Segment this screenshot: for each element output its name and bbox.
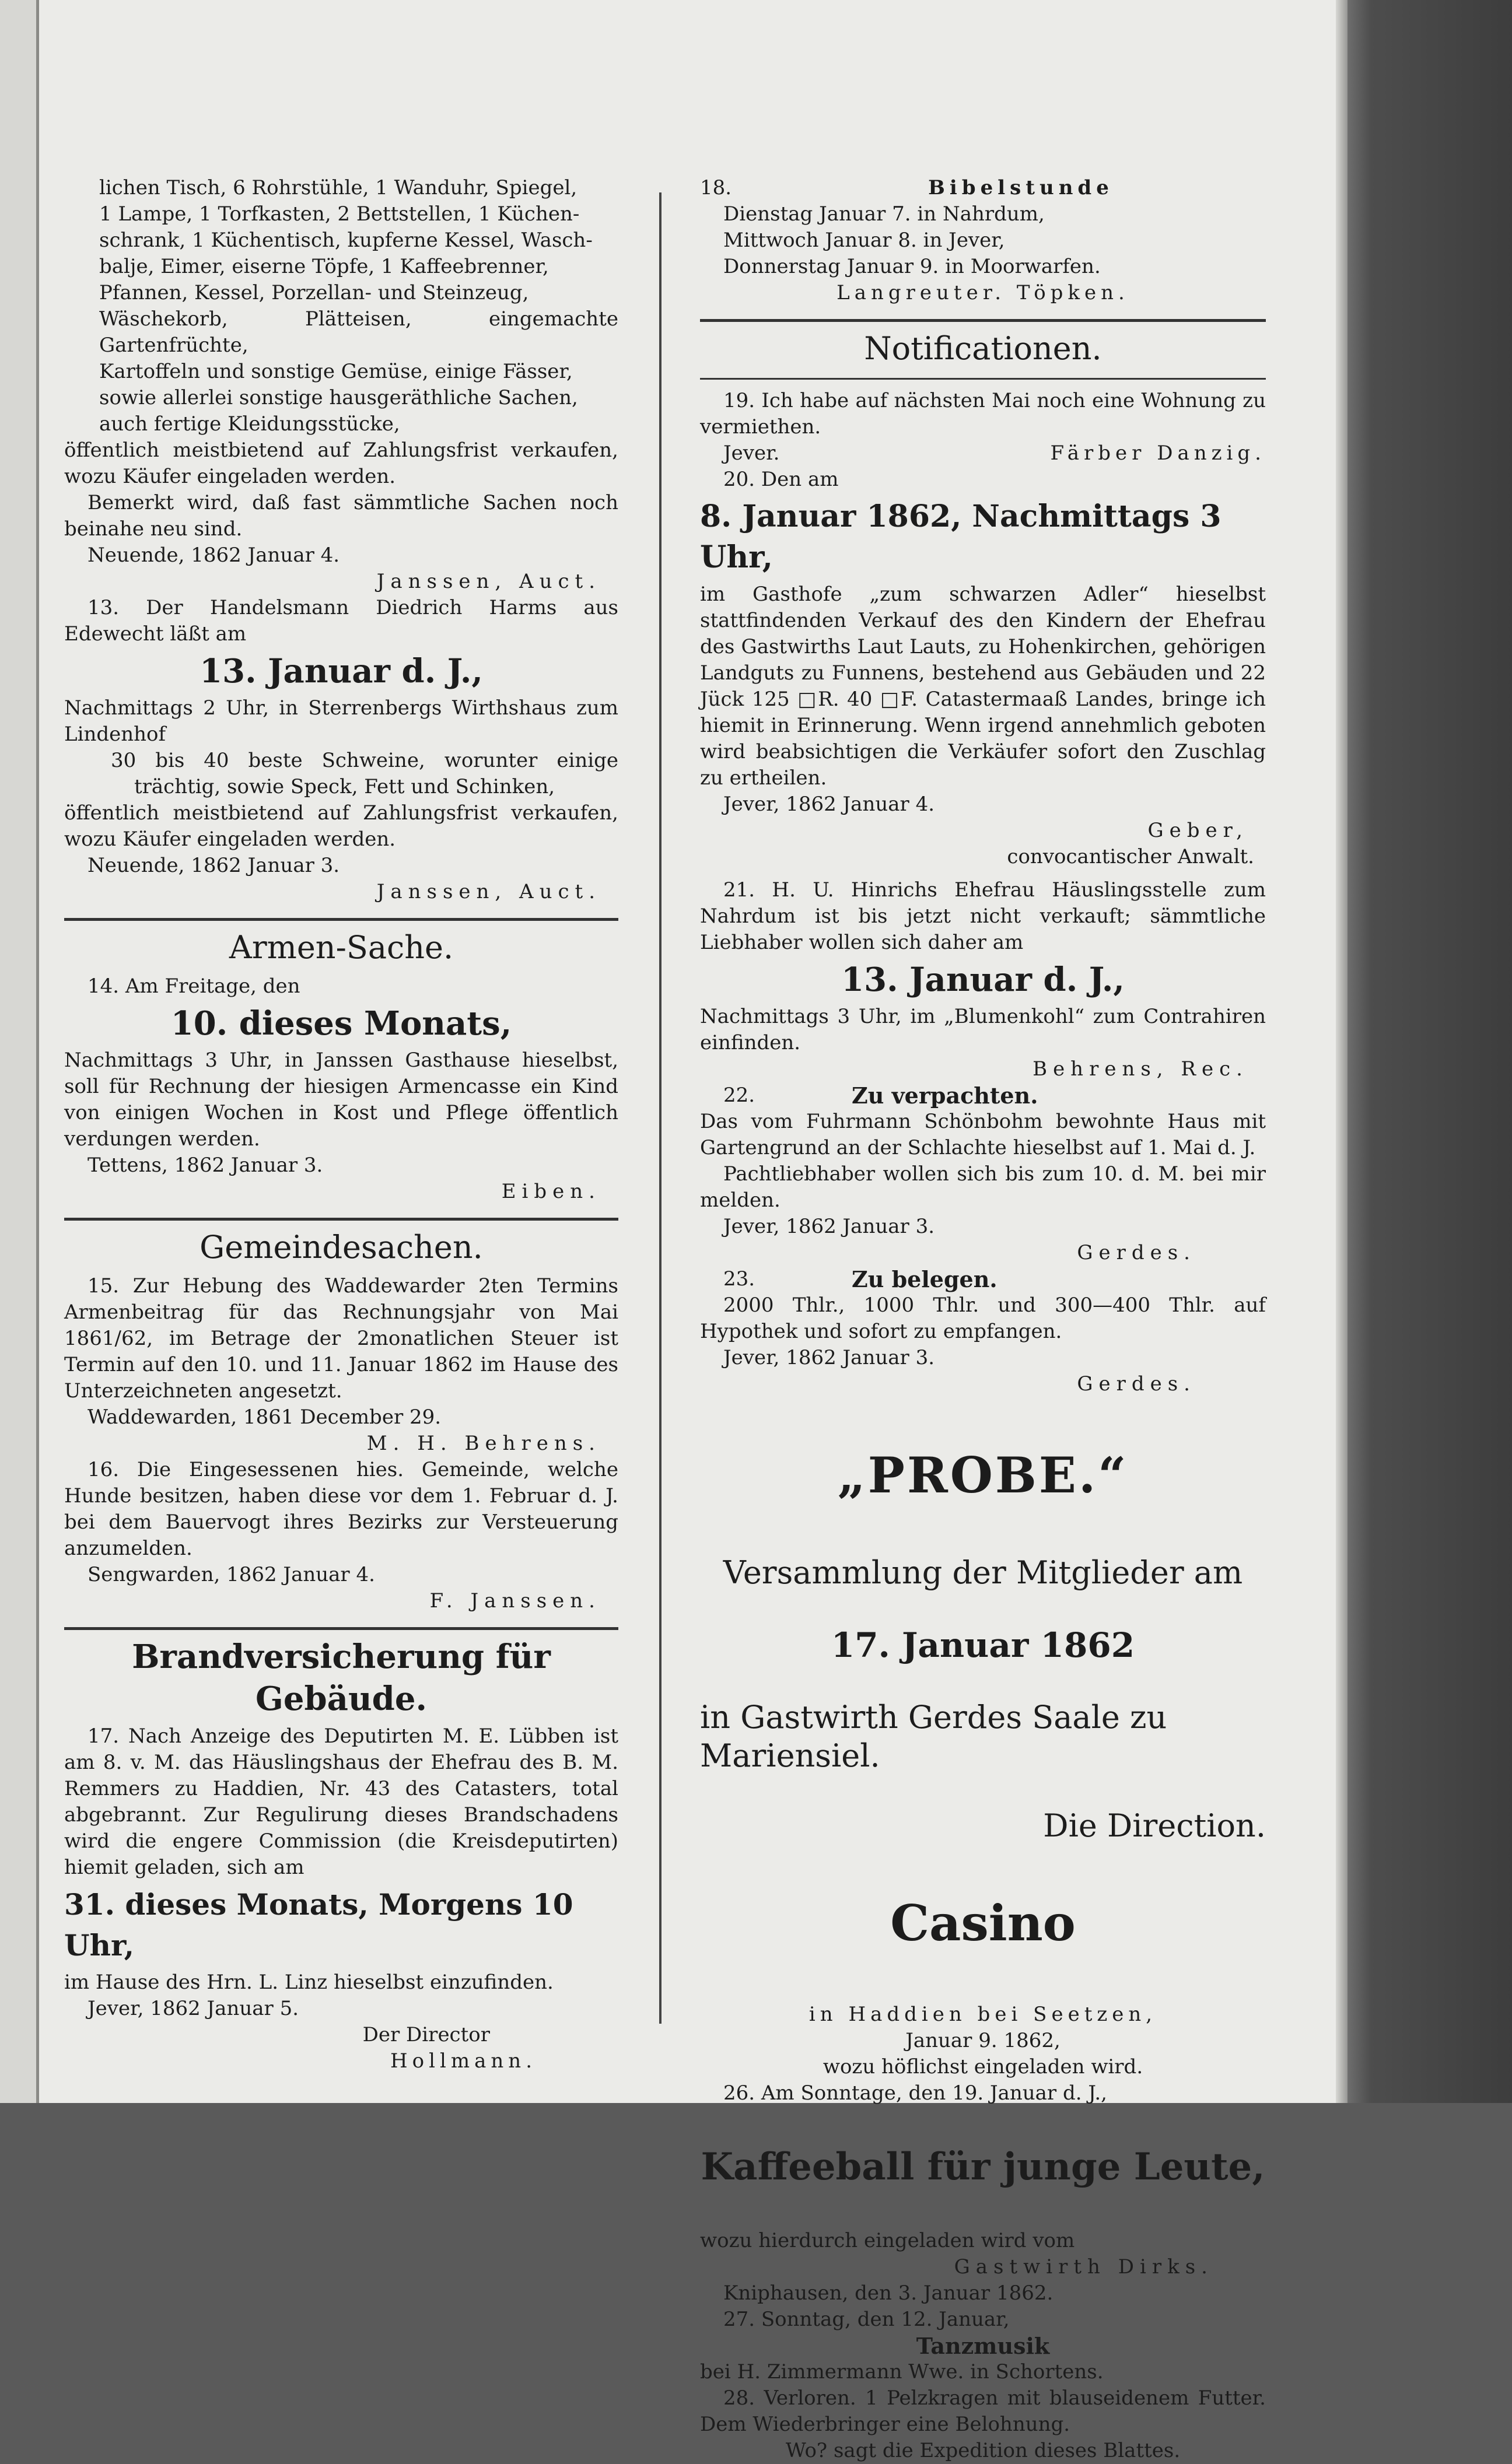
notice-text: 19. Ich habe auf nächsten Mai noch eine Wohnung zu vermiethen. xyxy=(700,389,1266,439)
right-column xyxy=(700,175,1266,2464)
notice-text: 2000 Thlr., 1000 Thlr. und 300—400 Thlr. auf Hypothek und sofort zu empfangen. xyxy=(700,1294,1266,1343)
notice-text: 17. Nach Anzeige des Deputirten M. E. Lübben ist am 8. v. M. das Häuslingshaus der Ehefrau des B. M. Remmers zu Haddien, Nr. 43 des Catasters, total abgebrannt. Zur Regulirung dieses Brandschadens wird die engere Commission (die Kreisdeputirten) hiemit geladen, sich am xyxy=(64,1725,618,1879)
notice-signature: Eiben. xyxy=(501,1180,601,1203)
notice-place-date: Jever, 1862 Januar 3. xyxy=(723,1346,935,1369)
notice-text: öffentlich meistbietend auf Zahlungsfrist verkaufen, wozu Käufer eingeladen werden. xyxy=(64,801,618,851)
notice-place-date: Sengwarden, 1862 Januar 4. xyxy=(88,1563,375,1586)
notice-signature: Behrens, Rec. xyxy=(1032,1057,1248,1081)
notice-text: 30 bis 40 beste Schweine, worunter einige trächtig, sowie Speck, Fett und Schinken, xyxy=(111,749,618,798)
notice-signature: Gerdes. xyxy=(1077,1241,1196,1264)
notice-text: 26. Am Sonntage, den 19. Januar d. J., xyxy=(723,2081,1107,2105)
notice-date-heading: 8. Januar 1862, Nachmittags 3 Uhr, xyxy=(700,499,1222,575)
section-rule xyxy=(64,918,618,921)
section-rule xyxy=(64,1218,618,1221)
notice-signature: M. H. Behrens. xyxy=(366,1432,601,1455)
notice-text: bei H. Zimmermann Wwe. in Schortens. xyxy=(700,2360,1104,2384)
casino-line: Januar 9. 1862, xyxy=(905,2029,1060,2052)
notice-signature: Gastwirth Dirks. xyxy=(954,2255,1213,2279)
notice-number: 22. xyxy=(723,1084,755,1107)
section-heading: Gemeindesachen. xyxy=(200,1229,483,1266)
notice-place-date: Waddewarden, 1861 December 29. xyxy=(88,1406,442,1429)
item-line: auch fertige Kleidungsstücke, xyxy=(99,412,400,436)
notice-signature: F. Janssen. xyxy=(429,1589,601,1613)
notice-text: Nachmittags 3 Uhr, in Janssen Gasthause hieselbst, soll für Rechnung der hiesigen Armencasse ein Kind von einigen Wochen in Kost und Pflege öffentlich verdungen werden. xyxy=(64,1049,618,1151)
section-rule xyxy=(64,1627,618,1630)
notice-text: öffentlich meistbietend auf Zahlungsfrist verkaufen, wozu Käufer eingeladen werden. xyxy=(64,439,618,488)
item-line: Kartoffeln und sonstige Gemüse, einige Fässer, xyxy=(99,360,573,383)
item-line: sowie allerlei sonstige hausgeräthliche Sachen, xyxy=(99,386,578,409)
item-line: balje, Eimer, eiserne Töpfe, 1 Kaffeebrenner, xyxy=(99,255,549,278)
notice-place-date: Neuende, 1862 Januar 3. xyxy=(88,854,340,877)
notice-title: Zu verpachten. xyxy=(852,1082,1038,1109)
notice-signature: Geber, xyxy=(1147,819,1248,842)
item-line: schrank, 1 Küchentisch, kupferne Kessel, Wasch- xyxy=(99,229,593,252)
section-heading: Armen-Sache. xyxy=(229,929,454,966)
notice-place-date: Tettens, 1862 Januar 3. xyxy=(88,1154,323,1177)
notice-place-date: Jever, 1862 Januar 3. xyxy=(723,1215,935,1238)
schedule-line: Dienstag Januar 7. in Nahrdum, xyxy=(723,202,1045,226)
notice-date-heading: 13. Januar d. J., xyxy=(841,961,1125,999)
notice-text: 20. Den am xyxy=(723,468,839,491)
notice-text: 21. H. U. Hinrichs Ehefrau Häuslingsstelle zum Nahrdum ist bis jetzt nicht verkauft; sämmtliche Liebhaber wollen sich daher am xyxy=(700,878,1266,954)
column-divider xyxy=(659,192,662,2024)
notice-signature: Langreuter. Töpken. xyxy=(836,281,1129,304)
notice-title: Bibelstunde xyxy=(928,176,1114,199)
casino-line: wozu höflichst eingeladen wird. xyxy=(822,2055,1143,2079)
probe-date: 17. Januar 1862 xyxy=(831,1625,1135,1665)
notice-text: Bemerkt wird, daß fast sämmtliche Sachen noch beinahe neu sind. xyxy=(64,491,618,541)
notice-text: im Hause des Hrn. L. Linz hieselbst einzufinden. xyxy=(64,1971,554,1994)
probe-heading: „PROBE.“ xyxy=(837,1446,1129,1504)
notice-text: im Gasthofe „zum schwarzen Adler“ hieselbst stattfindenden Verkauf des den Kindern der Ehefrau des Gastwirths Laut Lauts, zu Hohenkirchen, gehörigen Landguts zu Funnens, bestehend aus Gebäuden und 22 Jück 125 □R. 40 □F. Catastermaaß Landes, bringe ich hiemit in Erinnerung. Wenn irgend annehmlich geboten wird beabsichtigen die Verkäufer sofort den Zuschlag zu ertheilen. xyxy=(700,583,1266,790)
section-heading: Notificationen. xyxy=(864,330,1102,367)
notice-signature: Gerdes. xyxy=(1077,1372,1196,1396)
notice-number: 23. xyxy=(723,1267,755,1291)
casino-line: in Haddien bei Seetzen, xyxy=(808,2003,1157,2026)
item-line: lichen Tisch, 6 Rohrstühle, 1 Wanduhr, Spiegel, xyxy=(99,176,578,199)
n19-footer xyxy=(700,440,1266,467)
notice-text: Nachmittags 3 Uhr, im „Blumenkohl“ zum Contrahiren einfinden. xyxy=(700,1005,1266,1054)
notice-text: 13. Der Handelsmann Diedrich Harms aus Edewecht läßt am xyxy=(64,596,618,646)
notice-date-heading: 13. Januar d. J., xyxy=(200,652,483,691)
section-rule xyxy=(700,378,1266,380)
section-rule xyxy=(700,319,1266,322)
schedule-line: Donnerstag Januar 9. in Moorwarfen. xyxy=(723,255,1101,278)
notice-signature: Janssen, Auct. xyxy=(376,570,601,593)
n23-title-row xyxy=(700,1266,1266,1292)
notice-text: 14. Am Freitage, den xyxy=(88,975,300,998)
notice-text: Pachtliebhaber wollen sich bis zum 10. d. M. bei mir melden. xyxy=(700,1162,1266,1212)
notice-place: Jever. xyxy=(723,441,780,465)
probe-line: in Gastwirth Gerdes Saale zu Mariensiel. xyxy=(700,1699,1167,1774)
notice-text: 15. Zur Hebung des Waddewarder 2ten Termins Armenbeitrag für das Rechnungsjahr von Mai 1861/62, im Betrage der 2monatlichen Steuer ist Termin auf den 10. und 11. Januar 1862 im Hause des Unterzeichneten angesetzt. xyxy=(64,1274,618,1403)
probe-signature: Die Direction. xyxy=(1043,1807,1266,1844)
notice-place-date: Neuende, 1862 Januar 4. xyxy=(88,544,340,567)
notice-title: Tanzmusik xyxy=(916,2333,1050,2359)
notice-signature: Hollmann. xyxy=(390,2049,537,2073)
notice-signature-title: convocantischer Anwalt. xyxy=(1007,845,1254,868)
notice-text: Nachmittags 2 Uhr, in Sterrenbergs Wirthshaus zum Lindenhof xyxy=(64,696,618,746)
notice-text: 28. Verloren. 1 Pelzkragen mit blauseidenem Futter. Dem Wiederbringer eine Belohnung. xyxy=(700,2386,1266,2436)
item-line: Wäschekorb, Plätteisen, eingemachte Gartenfrüchte, xyxy=(99,307,618,357)
notice-signature: Janssen, Auct. xyxy=(376,880,601,903)
notice-signature: Färber Danzig. xyxy=(1050,441,1266,465)
notice-number: 18. xyxy=(700,176,732,199)
probe-line: Versammlung der Mitglieder am xyxy=(723,1554,1243,1591)
notice-text: 16. Die Eingesessenen hies. Gemeinde, welche Hunde besitzen, haben diese vor dem 1. Februar d. J. bei dem Bauervogt ihres Bezirks zur Versteuerung anzumelden. xyxy=(64,1458,618,1560)
notice-place-date: Kniphausen, den 3. Januar 1862. xyxy=(723,2281,1054,2305)
n18-title-row xyxy=(700,175,1266,201)
previous-page-edge xyxy=(0,0,39,2103)
notice-date-heading: 31. dieses Monats, Morgens 10 Uhr, xyxy=(64,1887,573,1962)
book-binding-edge xyxy=(1348,0,1512,2103)
notice-text: Wo? sagt die Expedition dieses Blattes. xyxy=(785,2439,1181,2462)
casino-heading: Casino xyxy=(890,1894,1076,1952)
auction-list xyxy=(64,175,618,437)
notice-signature-title: Der Director xyxy=(362,2023,490,2046)
schedule-line: Mittwoch Januar 8. in Jever, xyxy=(723,229,1005,252)
notice-place-date: Jever, 1862 Januar 5. xyxy=(88,1997,299,2020)
item-line: 1 Lampe, 1 Torfkasten, 2 Bettstellen, 1 Küchen- xyxy=(99,202,580,226)
item-line: Pfannen, Kessel, Porzellan- und Steinzeug, xyxy=(99,281,529,304)
kaffeeball-heading: Kaffeeball für junge Leute, xyxy=(701,2145,1265,2189)
n22-title-row xyxy=(700,1082,1266,1109)
left-column xyxy=(64,175,618,2074)
notice-text: wozu hierdurch eingeladen wird vom xyxy=(700,2229,1075,2252)
notice-place-date: Jever, 1862 Januar 4. xyxy=(723,793,935,816)
section-heading: Brandversicherung für Gebäude. xyxy=(132,1638,551,1718)
notice-title: Zu belegen. xyxy=(852,1266,998,1292)
notice-text: 27. Sonntag, den 12. Januar, xyxy=(723,2308,1010,2331)
notice-date-heading: 10. dieses Monats, xyxy=(170,1004,512,1043)
notice-text: Das vom Fuhrmann Schönbohm bewohnte Haus mit Gartengrund an der Schlachte hieselbst auf 1. Mai d. J. xyxy=(700,1110,1266,1159)
